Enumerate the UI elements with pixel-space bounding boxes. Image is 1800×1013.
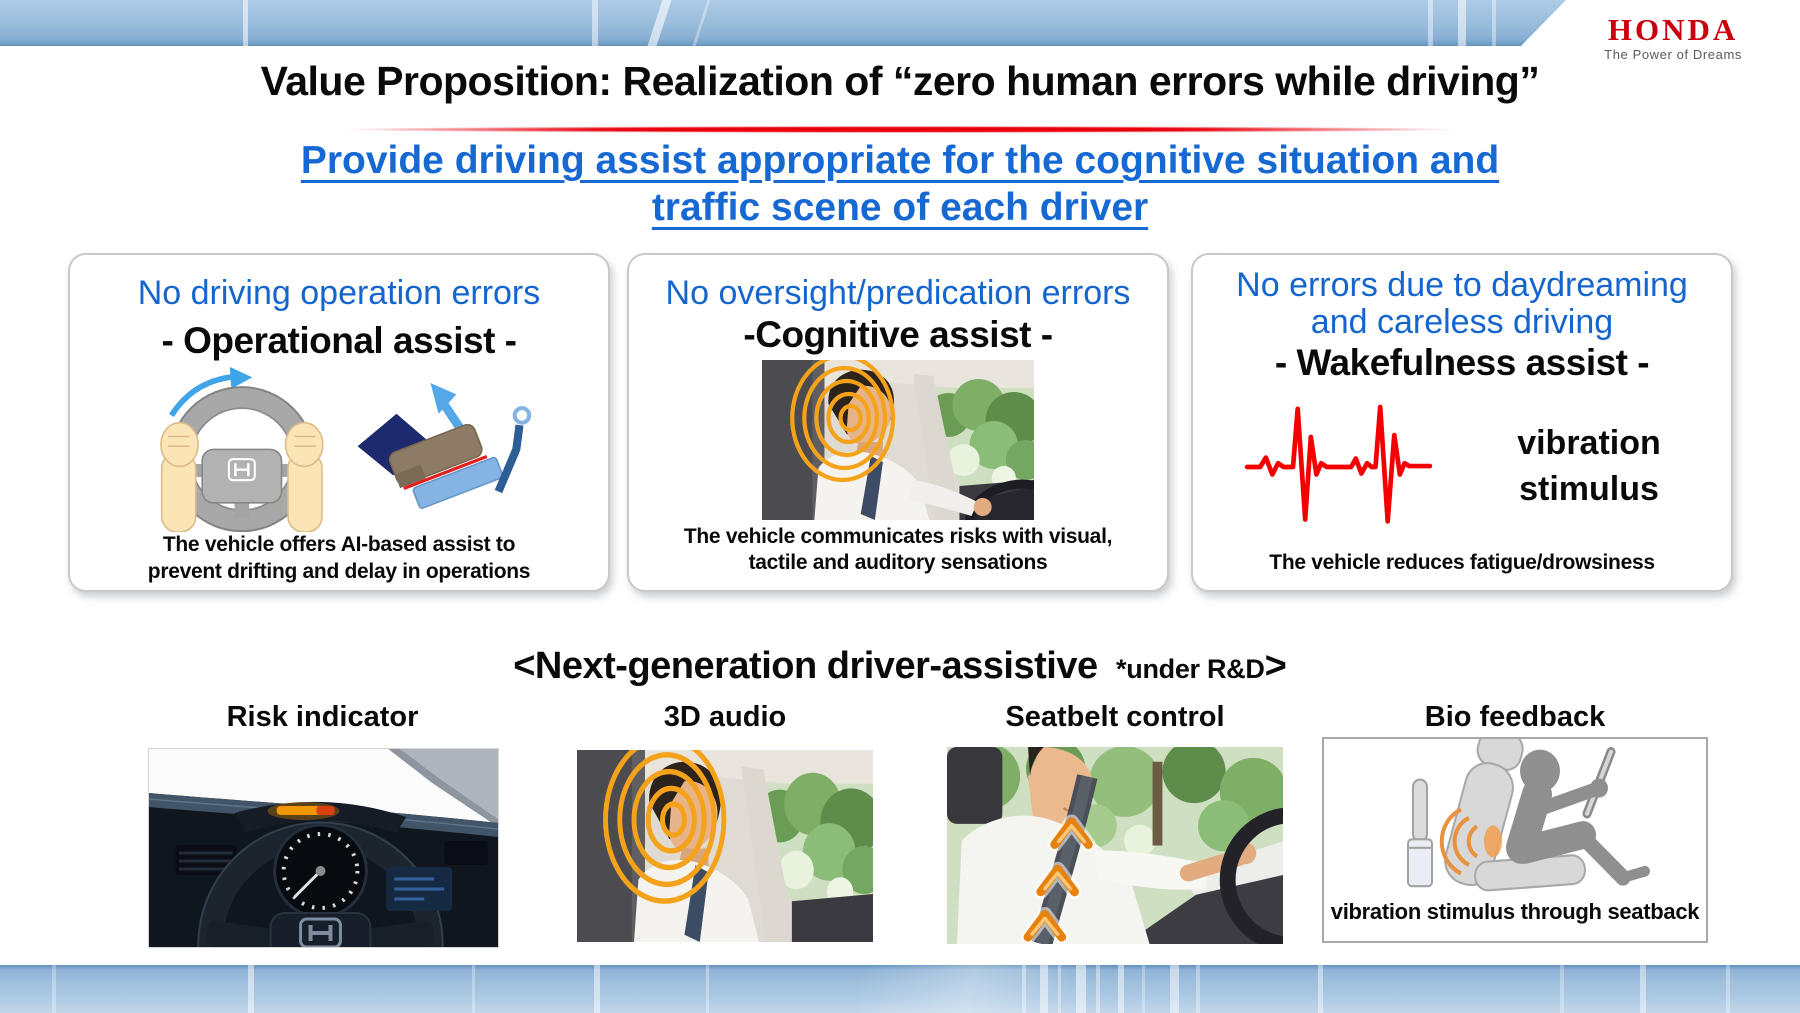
- next-gen-closing-bracket: >: [1264, 645, 1287, 687]
- subtitle-line2: traffic scene of each driver: [651, 186, 1149, 229]
- band-streak: [648, 0, 672, 46]
- band-streak: [1118, 965, 1124, 1013]
- card2-caption: The vehicle communicates risks with visual, tactile and auditory sensations: [683, 524, 1113, 574]
- pedal-icon: [358, 383, 530, 513]
- dashboard-hud-illustration: [149, 749, 498, 947]
- driver-3d-audio-photo: [577, 750, 873, 942]
- band-streak: [693, 0, 711, 46]
- card-cognitive-assist: [627, 253, 1169, 592]
- band-streak: [594, 965, 600, 1013]
- risk-indicator-image: [148, 748, 499, 948]
- steering-wheel-icon: [161, 367, 323, 532]
- band-streak: [243, 0, 248, 46]
- card1-heading: No driving operation errors: [137, 274, 541, 312]
- bottom-decorative-band: [0, 965, 1800, 1013]
- next-gen-title: <Next-generation driver-assistive: [513, 645, 1098, 687]
- seatbelt-control-image: [947, 747, 1283, 944]
- card1-figure: [70, 362, 608, 532]
- band-streak: [1142, 965, 1145, 1013]
- page-title: Value Proposition: Realization of “zero human errors while driving”: [260, 58, 1540, 104]
- label-risk-indicator: Risk indicator: [226, 701, 419, 733]
- band-streak: [1022, 965, 1026, 1013]
- vibration-stimulus-label: vibration stimulus: [1517, 423, 1661, 508]
- steering-wheel-and-pedal-illustration: [109, 362, 569, 532]
- driver-sound-waves-photo: [762, 360, 1034, 520]
- band-streak: [1640, 965, 1646, 1013]
- top-decorative-band: [0, 0, 1800, 46]
- band-streak: [248, 965, 254, 1013]
- next-gen-heading: [0, 645, 1800, 688]
- honda-wordmark: HONDA: [1607, 12, 1739, 47]
- subtitle: [0, 137, 1800, 231]
- subtitle-line1: Provide driving assist appropriate for the cognitive situation and: [300, 139, 1500, 182]
- card-wakefulness-assist: [1191, 253, 1733, 592]
- label-bio-feedback: Bio feedback: [1424, 701, 1606, 733]
- band-streak: [1318, 965, 1323, 1013]
- band-streak: [592, 0, 598, 46]
- band-streak: [706, 965, 709, 1013]
- band-streak: [1040, 965, 1048, 1013]
- band-streak: [1428, 0, 1433, 46]
- biofeedback-seat-icon: [1325, 739, 1705, 899]
- band-streak: [1058, 965, 1061, 1013]
- card3-heading: No errors due to daydreaming and careless driving: [1236, 266, 1688, 342]
- card2-figure: [629, 356, 1167, 523]
- card-operational-assist: [68, 253, 610, 592]
- seated-figure-icon: [1520, 750, 1645, 878]
- band-streak: [1492, 0, 1496, 46]
- band-streak: [1076, 965, 1086, 1013]
- card2-heading: No oversight/predication errors: [665, 274, 1131, 312]
- band-streak: [1196, 965, 1200, 1013]
- band-streak: [1170, 965, 1179, 1013]
- card1-subheading: - Operational assist -: [161, 320, 517, 362]
- label-seatbelt-control: Seatbelt control: [1005, 701, 1225, 733]
- band-streak: [1560, 965, 1564, 1013]
- card3-caption: The vehicle reduces fatigue/drowsiness: [1269, 550, 1655, 574]
- band-streak: [472, 965, 475, 1013]
- band-streak: [52, 965, 56, 1013]
- card1-caption: The vehicle offers AI-based assist to prevent drifting and delay in operations: [147, 533, 531, 583]
- seatbelt-chevrons-photo: [947, 747, 1283, 944]
- card3-figure: [1193, 384, 1731, 550]
- band-streak: [1458, 0, 1466, 46]
- label-3d-audio: 3D audio: [663, 701, 787, 733]
- card3-subheading: - Wakefulness assist -: [1274, 341, 1650, 383]
- title-underline-rule: [340, 126, 1460, 133]
- audio-3d-image: [577, 750, 873, 942]
- bio-feedback-caption: vibration stimulus through seatback: [1330, 899, 1700, 924]
- band-streak: [1096, 965, 1100, 1013]
- next-gen-note: *under R&D: [1116, 654, 1265, 684]
- bio-feedback-card: [1322, 737, 1708, 943]
- heartbeat-icon: [1238, 392, 1468, 542]
- honda-tagline: The Power of Dreams: [1604, 47, 1742, 62]
- honda-logo: [1604, 14, 1742, 62]
- card2-subheading: -Cognitive assist -: [743, 314, 1053, 356]
- band-streak: [1726, 965, 1730, 1013]
